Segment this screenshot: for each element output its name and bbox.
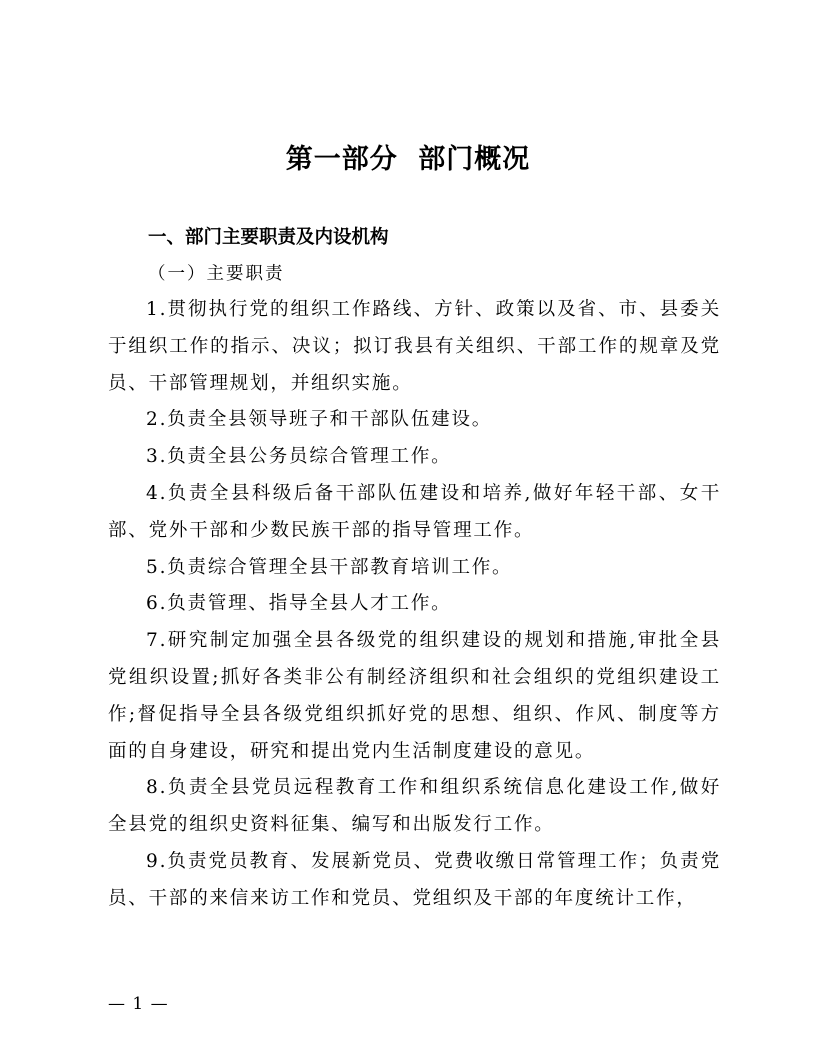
paragraph-item-7: 7.研究制定加强全县各级党的组织建设的规划和措施,审批全县党组织设置;抓好各类非公有制经济组织和社会组织的党组织建设工作;督促指导全县各级党组织抓好党的思想、组织、作风、制度等方面的自身建设，研究和提出党内生活制度建设的意见。: [108, 630, 721, 762]
page-title: 第一部分 部门概况: [285, 144, 531, 175]
subsection-heading: （一）主要职责: [148, 264, 285, 284]
paragraph-item-6: 6.负责管理、指导全县人才工作。: [146, 593, 452, 615]
paragraph-item-8: 8.负责全县党员远程教育工作和组织系统信息化建设工作,做好全县党的组织史资料征集、编写和出版发行工作。: [108, 777, 721, 836]
paragraph-item-9: 9.负责党员教育、发展新党员、党费收缴日常管理工作；负责党员、干部的来信来访工作和党员、党组织及干部的年度统计工作，: [108, 850, 721, 909]
section-heading: 一、部门主要职责及内设机构: [148, 227, 389, 248]
paragraph-item-2: 2.负责全县领导班子和干部队伍建设。: [146, 409, 493, 431]
paragraph-item-4: 4.负责全县科级后备干部队伍建设和培养,做好年轻干部、女干部、党外干部和少数民族干部的指导管理工作。: [108, 482, 721, 541]
page-number: — 1 —: [108, 994, 169, 1014]
paragraph-item-3: 3.负责全县公务员综合管理工作。: [146, 446, 452, 468]
paragraph-item-1: 1.贯彻执行党的组织工作路线、方针、政策以及省、市、县委关于组织工作的指示、决议；拟订我县有关组织、干部工作的规章及党员、干部管理规划，并组织实施。: [108, 299, 721, 394]
body-text: [108, 292, 721, 918]
paragraph-item-5: 5.负责综合管理全县干部教育培训工作。: [146, 556, 513, 578]
